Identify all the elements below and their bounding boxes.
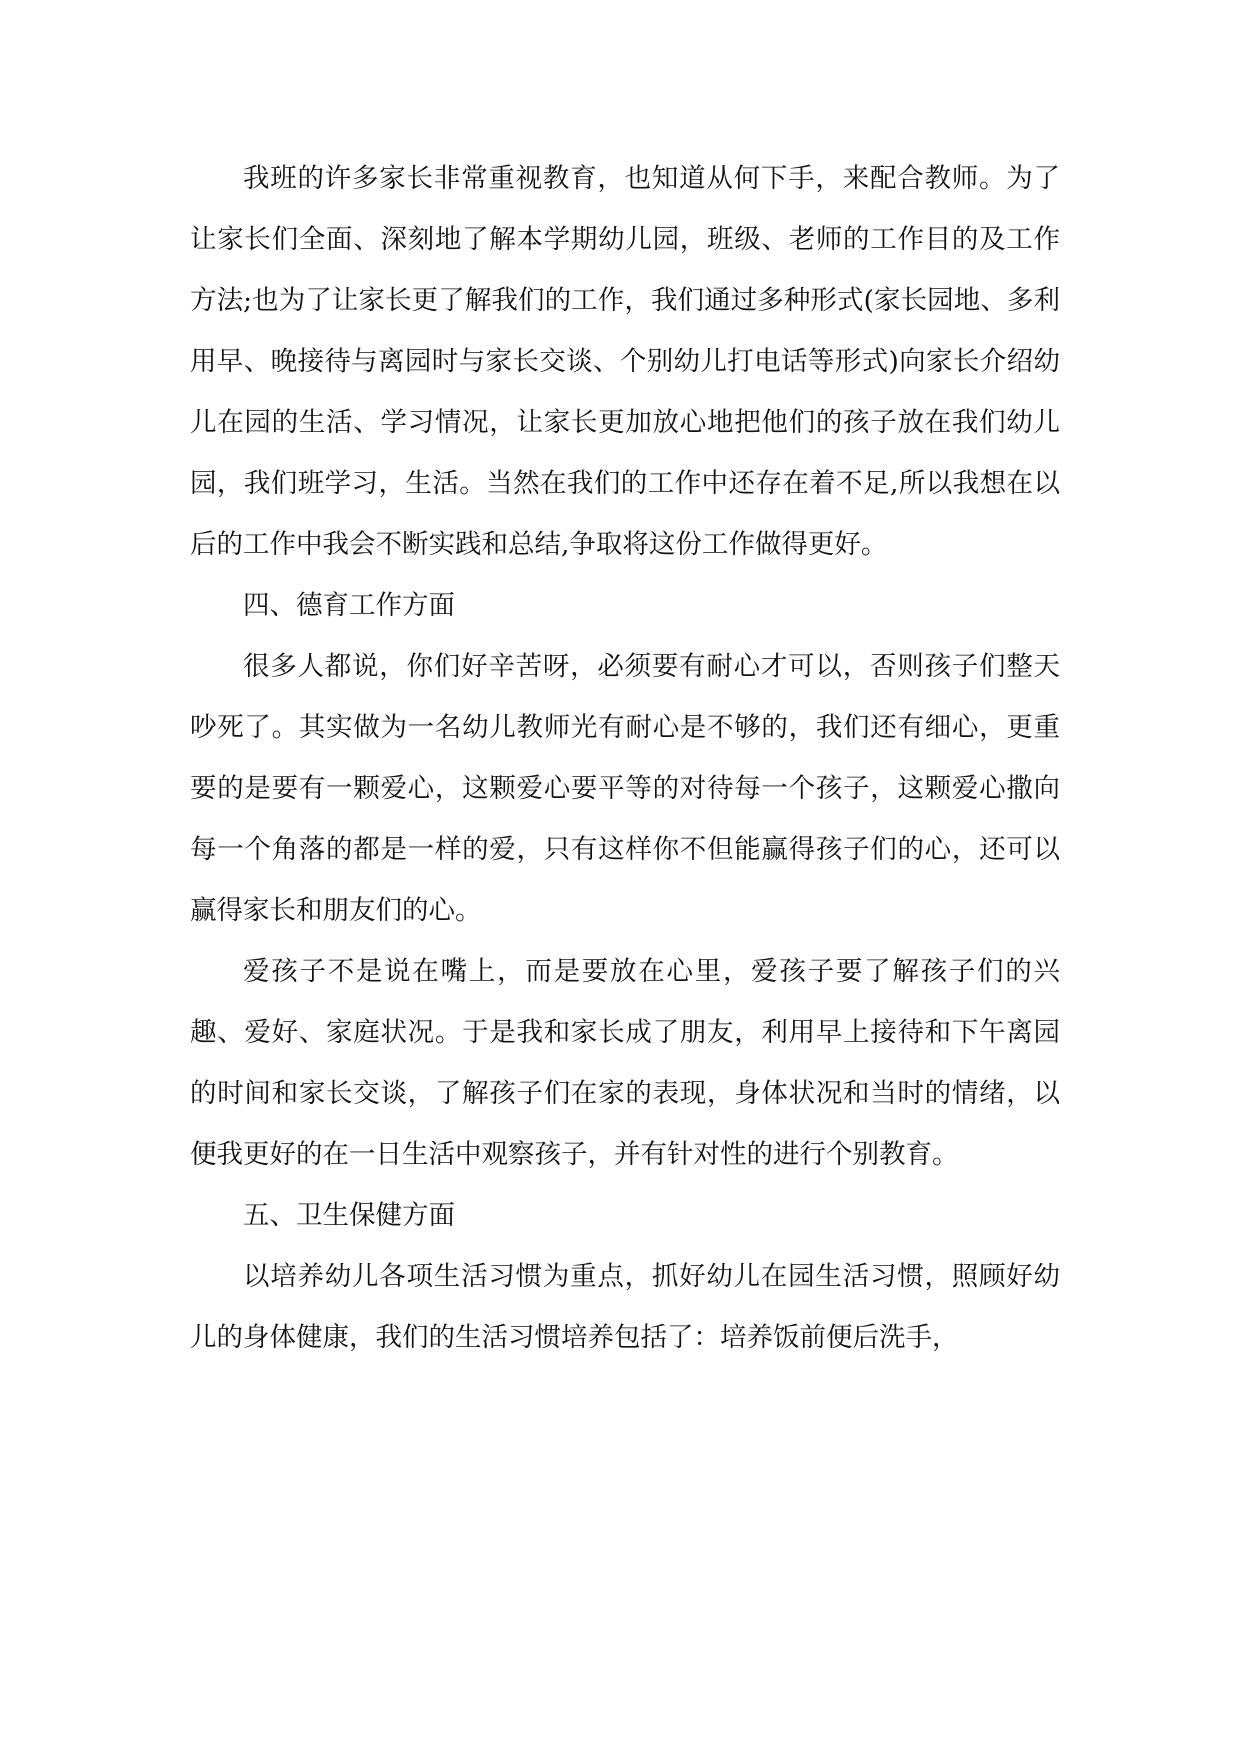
document-page [190, 148, 1060, 1368]
section-heading-health-care: 五、卫生保健方面 [243, 1200, 455, 1231]
paragraph-parent-communication: 我班的许多家长非常重视教育，也知道从何下手，来配合教师。为了让家长们全面、深刻地了解本学期幼儿园，班级、老师的工作目的及工作方法;也为了让家长更了解我们的工作，我们通过多种形式(家长园地、多利用早、晚接待与离园时与家长交谈、个别幼儿打电话等形式)向家长介绍幼儿在园的生活、学习情况，让家长更加放心地把他们的孩子放在我们幼儿园，我们班学习，生活。当然在我们的工作中还存在着不足,所以我想在以后的工作中我会不断实践和总结,争取将这份工作做得更好。 [190, 163, 1060, 560]
paragraph-love-children: 爱孩子不是说在嘴上，而是要放在心里，爱孩子要了解孩子们的兴趣、爱好、家庭状况。于是我和家长成了朋友，利用早上接待和下午离园的时间和家长交谈，了解孩子们在家的表现，身体状况和当时的情绪，以便我更好的在一日生活中观察孩子，并有针对性的进行个别教育。 [190, 956, 1060, 1170]
paragraph-patience-and-love: 很多人都说，你们好辛苦呀，必须要有耐心才可以，否则孩子们整天吵死了。其实做为一名幼儿教师光有耐心是不够的，我们还有细心，更重要的是要有一颗爱心，这颗爱心要平等的对待每一个孩子，这颗爱心撒向每一个角落的都是一样的爱，只有这样你不但能赢得孩子们的心，还可以赢得家长和朋友们的心。 [190, 651, 1060, 926]
section-heading-moral-education: 四、德育工作方面 [243, 590, 455, 621]
paragraph-living-habits: 以培养幼儿各项生活习惯为重点，抓好幼儿在园生活习惯，照顾好幼儿的身体健康，我们的生活习惯培养包括了：培养饭前便后洗手， [190, 1261, 1060, 1353]
